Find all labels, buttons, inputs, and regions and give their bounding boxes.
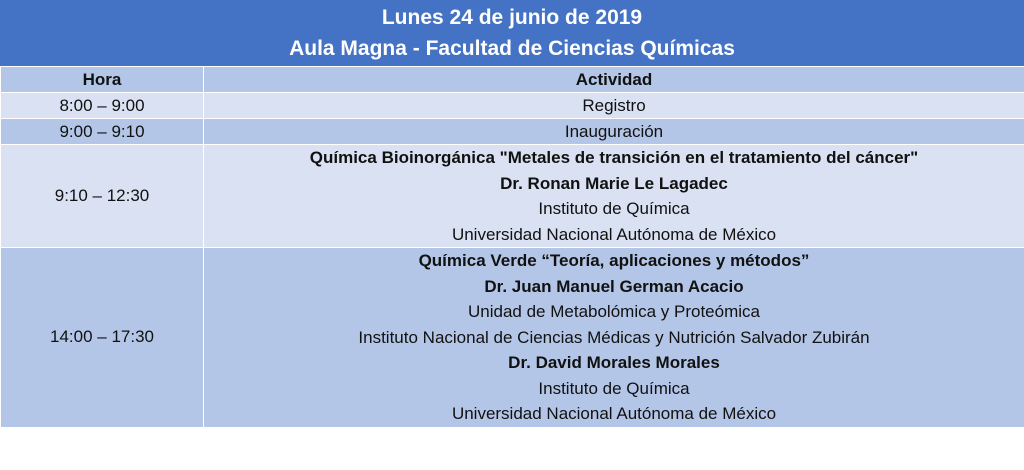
table-row — [1, 248, 1024, 428]
schedule-table — [0, 66, 1024, 428]
time-cell: 14:00 – 17:30 — [1, 248, 204, 428]
speaker-name: Dr. Juan Manuel German Acacio — [484, 276, 744, 296]
table-row — [1, 93, 1024, 119]
activity-cell — [204, 145, 1024, 248]
table-row — [1, 145, 1024, 248]
speaker-affiliation: Universidad Nacional Autónoma de México — [451, 224, 777, 244]
time-cell: 9:00 – 9:10 — [1, 119, 204, 145]
column-header-time: Hora — [1, 67, 204, 93]
table-title-banner — [0, 0, 1024, 66]
speaker-affiliation: Universidad Nacional Autónoma de México — [451, 404, 777, 423]
speaker-affiliation: Instituto de Química — [538, 378, 690, 398]
activity-cell: Registro — [204, 93, 1024, 119]
date-title: Lunes 24 de junio de 2019 — [381, 6, 643, 29]
time-cell: 9:10 – 12:30 — [1, 145, 204, 248]
speaker-name: Dr. David Morales Morales — [508, 353, 720, 372]
time-cell: 8:00 – 9:00 — [1, 93, 204, 119]
speaker-affiliation: Instituto Nacional de Ciencias Médicas y Nutrición Salvador Zubirán — [358, 327, 870, 347]
column-header-row — [1, 67, 1024, 93]
table-row — [1, 119, 1024, 145]
venue-title: Aula Magna - Facultad de Ciencias Químicas — [289, 37, 735, 60]
speaker-affiliation: Unidad de Metabolómica y Proteómica — [468, 302, 760, 321]
activity-cell — [204, 248, 1024, 428]
column-header-activity: Actividad — [204, 67, 1024, 93]
speaker-affiliation: Instituto de Química — [538, 199, 690, 218]
talk-title: Química Verde “Teoría, aplicaciones y métodos” — [418, 251, 810, 270]
speaker-name: Dr. Ronan Marie Le Lagadec — [500, 173, 728, 193]
activity-cell: Inauguración — [204, 119, 1024, 145]
talk-title: Química Bioinorgánica "Metales de transición en el tratamiento del cáncer" — [309, 148, 919, 167]
